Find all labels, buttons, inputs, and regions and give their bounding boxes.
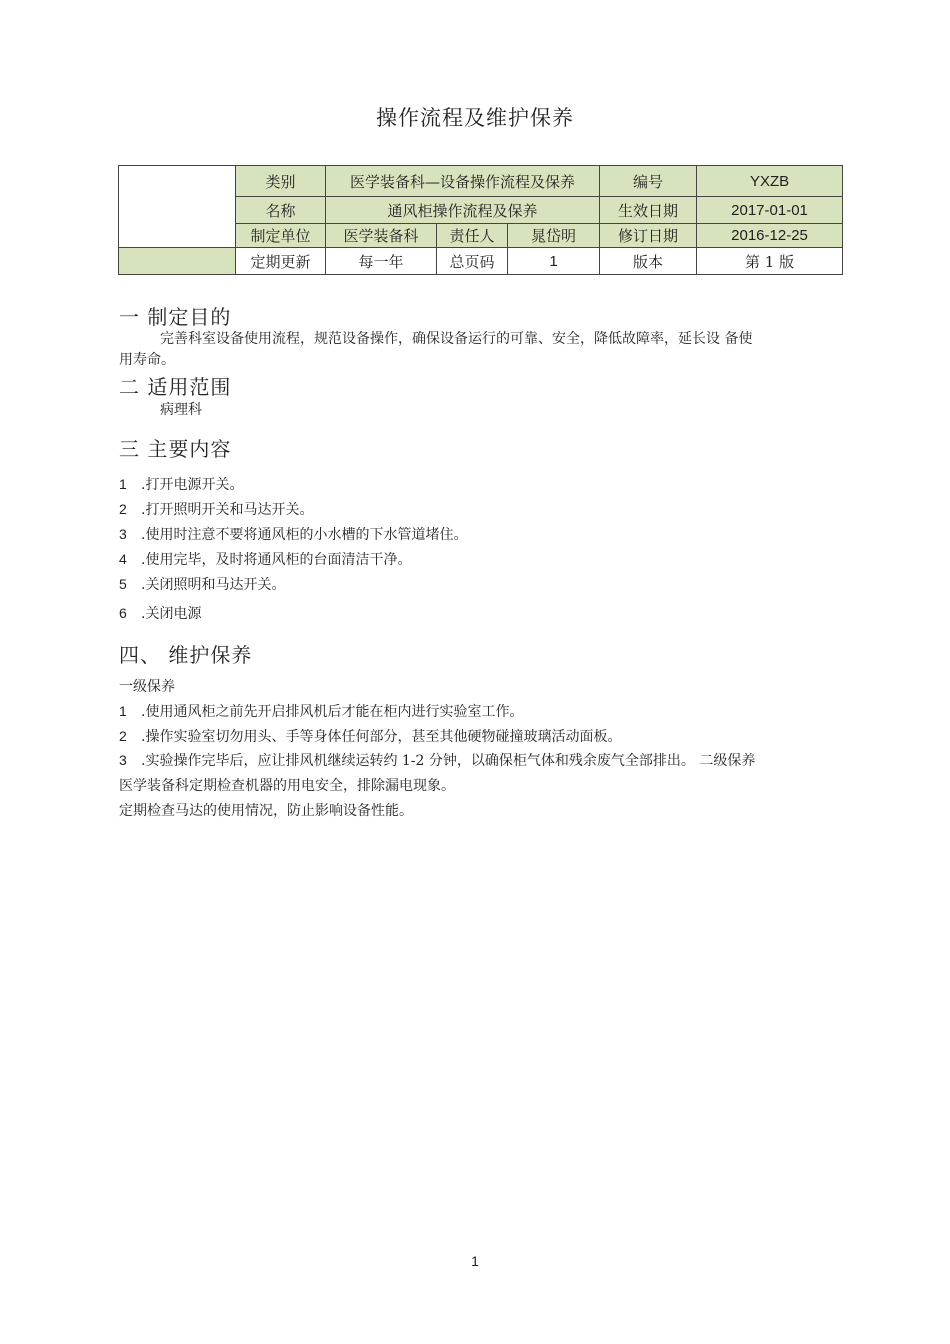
- label-category: 类别: [236, 166, 326, 197]
- table-row: [119, 166, 843, 197]
- list-item: 3 .使用时注意不要将通风柜的小水槽的下水管道堵住。: [119, 526, 468, 543]
- label-name: 名称: [236, 197, 326, 224]
- label-version: 版本: [600, 248, 697, 275]
- label-effective-date: 生效日期: [600, 197, 697, 224]
- label-department: 制定单位: [236, 224, 326, 248]
- section-heading-scope: 二 适用范围: [119, 375, 232, 399]
- logo-cell: [119, 166, 236, 248]
- list-item: 1 .使用通风柜之前先开启排风机后才能在柜内进行实验室工作。: [119, 703, 524, 720]
- list-item: 5 .关闭照明和马达开关。: [119, 576, 286, 593]
- list-item: 1 .打开电源开关。: [119, 476, 244, 493]
- value-version: 第 1 版: [697, 248, 843, 275]
- value-category: 医学装备科—设备操作流程及保养: [326, 166, 600, 197]
- value-effective-date: 2017-01-01: [697, 197, 843, 224]
- section-heading-maintenance: 四、 维护保养: [119, 643, 253, 667]
- list-item: 3 .实验操作完毕后，应让排风机继续运转约 1-2 分钟，以确保柜气体和残余废气全部排出。 二级保养: [119, 752, 756, 769]
- label-code: 编号: [600, 166, 697, 197]
- list-item: 2 .打开照明开关和马达开关。: [119, 501, 314, 518]
- purpose-text-line2: 用寿命。: [119, 352, 175, 368]
- section-heading-content: 三 主要内容: [119, 437, 232, 461]
- header-table: [118, 165, 843, 275]
- label-total-pages: 总页码: [437, 248, 508, 275]
- list-item: 6 .关闭电源: [119, 605, 202, 622]
- value-department: 医学装备科: [326, 224, 437, 248]
- value-update: 每一年: [326, 248, 437, 275]
- value-revision-date: 2016-12-25: [697, 224, 843, 248]
- second-level-maintenance-line1: 医学装备科定期检查机器的用电安全，排除漏电现象。: [119, 778, 455, 794]
- label-responsible: 责任人: [437, 224, 508, 248]
- first-level-maintenance-label: 一级保养: [119, 679, 175, 695]
- second-level-maintenance-line2: 定期检查马达的使用情况，防止影响设备性能。: [119, 803, 413, 819]
- value-name: 通风柜操作流程及保养: [326, 197, 600, 224]
- list-item: 4 .使用完毕，及时将通风柜的台面清洁干净。: [119, 551, 412, 568]
- value-total-pages: 1: [508, 248, 600, 275]
- list-item: 2 .操作实验室切勿用头、手等身体任何部分，甚至其他硬物碰撞玻璃活动面板。: [119, 728, 622, 745]
- purpose-text-line1: 完善科室设备使用流程，规范设备操作，确保设备运行的可靠、安全，降低故障率，延长设 备使: [160, 331, 753, 347]
- label-revision-date: 修订日期: [600, 224, 697, 248]
- section-heading-purpose: 一 制定目的: [119, 305, 232, 329]
- label-update: 定期更新: [236, 248, 326, 275]
- value-code: YXZB: [697, 166, 843, 197]
- document-title: 操作流程及维护保养: [376, 106, 574, 130]
- page-number: 1: [471, 1253, 479, 1269]
- value-responsible: 晁岱明: [508, 224, 600, 248]
- scope-text: 病理科: [160, 402, 202, 418]
- logo-cell-bottom: [119, 248, 236, 275]
- table-row: [119, 248, 843, 275]
